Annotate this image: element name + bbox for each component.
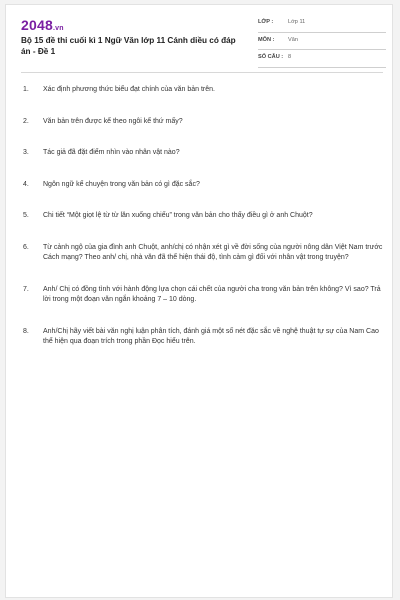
question-item — [23, 85, 385, 96]
question-number: 7. — [23, 285, 29, 293]
document-header — [21, 17, 383, 69]
question-text: Chi tiết “Một giọt lệ từ từ lăn xuống chiếu” trong văn bản cho thấy điều gì ở anh Chuột? — [43, 212, 313, 219]
meta-panel — [258, 19, 386, 72]
meta-value-subject: Văn — [288, 36, 298, 43]
question-number: 2. — [23, 117, 29, 125]
meta-label-class: LỚP : — [258, 19, 274, 25]
question-item — [23, 243, 385, 264]
question-item — [23, 148, 385, 159]
question-number: 5. — [23, 212, 29, 219]
header-divider — [21, 72, 383, 73]
question-item — [23, 285, 385, 306]
question-text: Từ cảnh ngộ của gia đình anh Chuột, anh/chị có nhận xét gì về đời sống của người nông dân Việt Nam trước Cách mạng? Theo anh/ chị, nhà văn đã thể hiện thái độ, tình cảm gì đối với nhân vật trong truyện? — [43, 243, 383, 261]
question-number: 1. — [23, 86, 29, 93]
question-list — [23, 85, 385, 348]
question-number: 4. — [23, 180, 29, 188]
logo-main: 2048 — [21, 17, 53, 33]
question-text: Anh/Chị hãy viết bài văn nghị luận phân tích, đánh giá một số nét đặc sắc về nghệ thuật tự sự của Nam Cao thể hiện qua đoạn trích trong phần Đọc hiểu trên. — [43, 327, 379, 345]
question-item — [23, 117, 385, 128]
meta-label-subject: MÔN : — [258, 36, 275, 43]
question-number: 8. — [23, 327, 29, 335]
question-text: Anh/ Chị có đồng tình với hành động lựa chọn cái chết của người cha trong văn bản trên không? Vì sao? Trả lời trong một đoạn văn ngắn khoảng 7 – 10 dòng. — [43, 285, 381, 303]
meta-row-class — [258, 19, 386, 33]
question-text: Tác giả đã đặt điểm nhìn vào nhân vật nào? — [43, 149, 180, 156]
meta-row-subject — [258, 37, 386, 51]
meta-row-question-count — [258, 54, 386, 68]
question-number: 6. — [23, 243, 29, 251]
question-item — [23, 180, 385, 191]
meta-value-question-count: 8 — [288, 54, 292, 60]
question-item — [23, 327, 385, 348]
meta-label-question-count: SỐ CÂU : — [258, 54, 284, 60]
site-logo[interactable] — [21, 17, 64, 33]
question-text: Xác định phương thức biểu đạt chính của văn bản trên. — [43, 86, 215, 93]
document-page — [5, 4, 393, 598]
meta-value-class: Lớp 11 — [288, 19, 306, 25]
logo-tld: .vn — [52, 25, 64, 32]
question-number: 3. — [23, 149, 29, 156]
question-item — [23, 211, 385, 222]
question-text: Ngôn ngữ kể chuyện trong văn bản có gì đặc sắc? — [43, 180, 200, 188]
question-text: Văn bản trên được kể theo ngôi kể thứ mấy? — [43, 117, 183, 125]
document-title: Bộ 15 đề thi cuối kì 1 Ngữ Văn lớp 11 Cánh diều có đáp án - Đề 1 — [21, 36, 236, 56]
